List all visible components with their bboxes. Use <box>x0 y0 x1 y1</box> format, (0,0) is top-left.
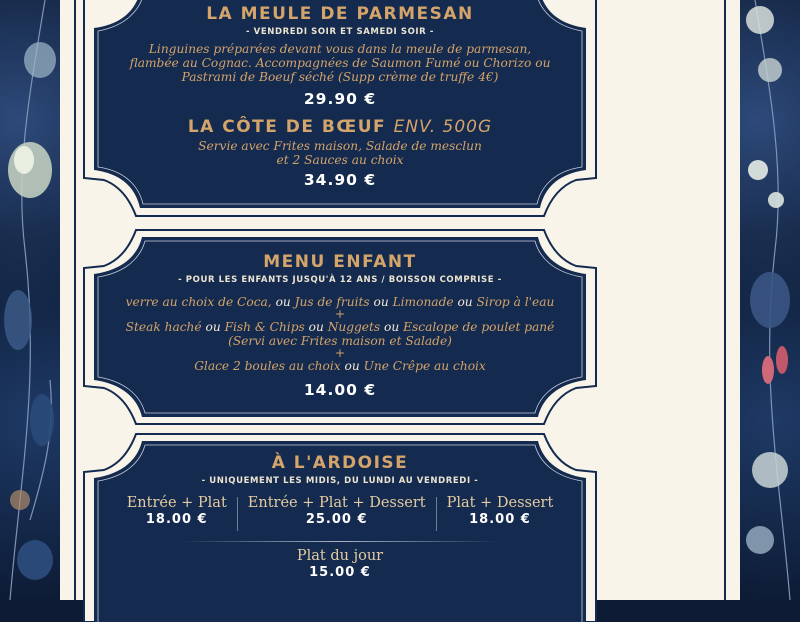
formula-price: 18.00 € <box>145 512 208 527</box>
cote-title <box>80 117 600 137</box>
connector: ou <box>384 320 400 334</box>
formulas-row <box>80 495 600 533</box>
meule-description <box>80 42 600 84</box>
drink-option: Jus de fruits <box>294 295 370 309</box>
meule-desc-line: Linguines préparées devant vous dans la meule de parmesan, <box>148 42 532 56</box>
connector: ou <box>457 295 473 309</box>
main-option: Fish & Chips <box>224 320 305 334</box>
plat-du-jour-label: Plat du jour <box>296 548 384 564</box>
enfant-price: 14.00 € <box>303 381 377 399</box>
meule-subtitle: - VENDREDI SOIR ET SAMEDI SOIR - <box>245 27 435 37</box>
connector: ou <box>344 359 360 373</box>
flower-illustration-icon <box>0 0 60 600</box>
drink-option: Limonade <box>392 295 454 309</box>
formula-item <box>447 495 554 533</box>
cote-desc-line: et 2 Sauces au choix <box>276 153 404 167</box>
botanical-decoration-right <box>740 0 800 600</box>
botanical-decoration-left <box>0 0 60 600</box>
meule-title: LA MEULE DE PARMESAN <box>206 4 474 24</box>
plat-du-jour-price: 15.00 € <box>309 565 371 580</box>
panel-meule-cote <box>80 0 600 218</box>
ardoise-subtitle: - UNIQUEMENT LES MIDIS, DU LUNDI AU VENDREDI - <box>201 476 479 486</box>
main-option: Steak haché <box>125 320 202 334</box>
dessert-option: Une Crêpe au choix <box>363 359 486 373</box>
flower-illustration-icon <box>740 0 800 600</box>
enfant-title: MENU ENFANT <box>263 252 417 272</box>
connector: ou <box>275 295 291 309</box>
formula-price: 18.00 € <box>469 512 531 527</box>
plus-separator: + <box>334 307 346 321</box>
formula-label: Entrée + Plat + Dessert <box>247 495 426 511</box>
dessert-option: Glace 2 boules au choix <box>194 359 341 373</box>
formula-label: Entrée + Plat <box>126 495 227 511</box>
connector: ou <box>308 320 324 334</box>
meule-price: 29.90 € <box>303 90 377 108</box>
connector: ou <box>205 320 221 334</box>
cote-desc-line: Servie avec Frites maison, Salade de mesclun <box>198 139 482 153</box>
ardoise-title: À L'ARDOISE <box>271 453 409 473</box>
meule-desc-line: flambée au Cognac. Accompagnées de Saumon Fumé ou Chorizo ou <box>129 56 551 70</box>
plat-du-jour <box>80 548 600 580</box>
enfant-subtitle: - POUR LES ENFANTS JUSQU'À 12 ANS / BOISSON COMPRISE - <box>178 275 502 285</box>
enfant-mains <box>80 320 600 334</box>
drink-option: Sirop à l'eau <box>476 295 555 309</box>
formula-item <box>127 495 227 533</box>
formula-item <box>248 495 426 533</box>
cote-title-text: LA CÔTE DE BŒUF <box>187 117 387 137</box>
mains-note: (Servi avec Frites maison et Salade) <box>228 334 452 348</box>
connector: ou <box>373 295 389 309</box>
main-option: Nuggets <box>327 320 381 334</box>
cote-price: 34.90 € <box>303 171 377 189</box>
cote-description <box>80 139 600 167</box>
divider <box>436 497 437 531</box>
divider <box>180 541 500 542</box>
cote-title-weight: ENV. 500G <box>393 117 493 137</box>
enfant-desserts <box>80 359 600 373</box>
meule-desc-line: Pastrami de Boeuf séché (Supp crème de truffe 4€) <box>181 70 499 84</box>
panel-ardoise <box>80 432 600 622</box>
formula-price: 25.00 € <box>305 512 368 527</box>
panel-menu-enfant <box>80 228 600 426</box>
divider <box>237 497 238 531</box>
plus-separator: + <box>334 346 346 360</box>
drink-option: verre au choix de Coca, <box>125 295 272 309</box>
main-option: Escalope de poulet pané <box>403 320 555 334</box>
formula-label: Plat + Dessert <box>446 495 554 511</box>
